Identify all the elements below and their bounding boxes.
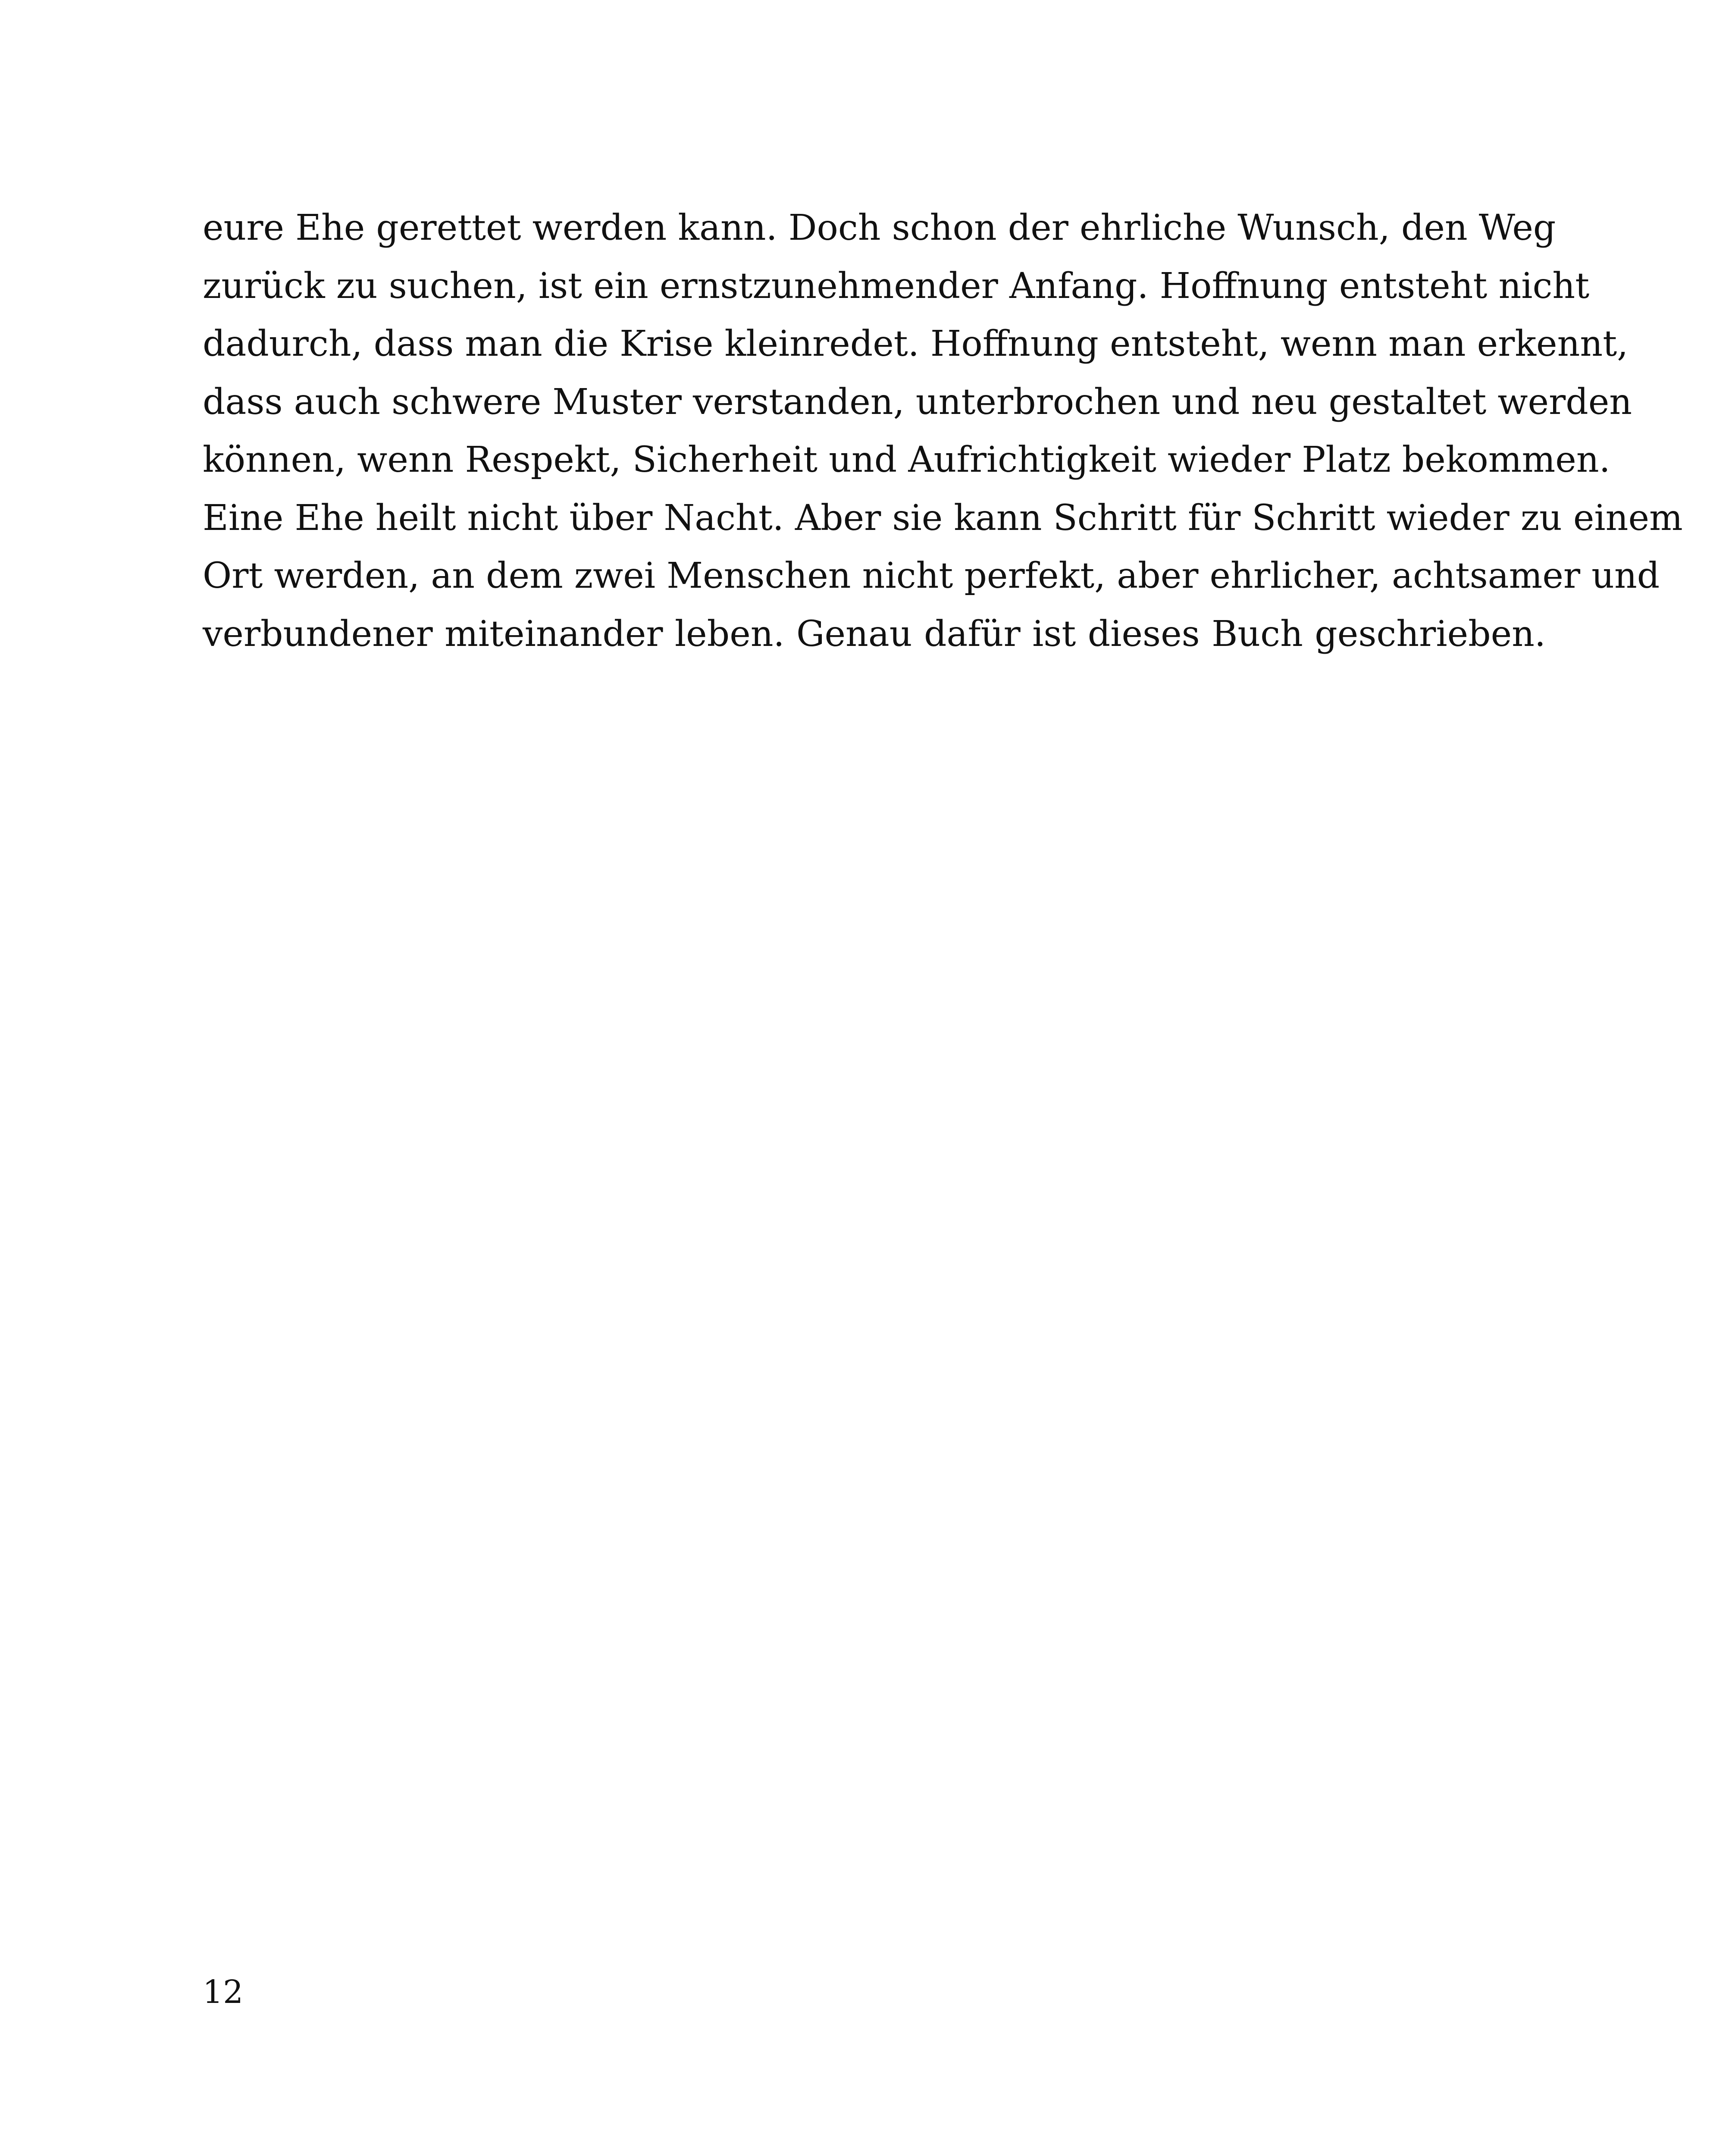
page-number: 12 bbox=[203, 1974, 244, 2011]
paragraph-line-5: können, wenn Respekt, Sicherheit und Aufrichtigkeit wieder Platz bekommen. bbox=[203, 439, 1610, 480]
paragraph-line-7: Ort werden, an dem zwei Menschen nicht perfekt, aber ehrlicher, achtsamer und bbox=[203, 555, 1660, 596]
paragraph-line-1: eure Ehe gerettet werden kann. Doch schon der ehrliche Wunsch, den Weg bbox=[203, 207, 1556, 248]
paragraph-line-2: zurück zu suchen, ist ein ernstzunehmender Anfang. Hoffnung entsteht nicht bbox=[203, 265, 1590, 307]
paragraph-line-3: dadurch, dass man die Krise kleinredet. Hoffnung entsteht, wenn man erkennt, bbox=[203, 323, 1629, 364]
body-paragraph bbox=[203, 199, 1683, 663]
paragraph-line-6: Eine Ehe heilt nicht über Nacht. Aber sie kann Schritt für Schritt wieder zu einem bbox=[203, 497, 1683, 539]
paragraph-line-4: dass auch schwere Muster verstanden, unterbrochen und neu gestaltet werden bbox=[203, 381, 1632, 423]
paragraph-line-8: verbundener miteinander leben. Genau dafür ist dieses Buch geschrieben. bbox=[203, 613, 1546, 655]
